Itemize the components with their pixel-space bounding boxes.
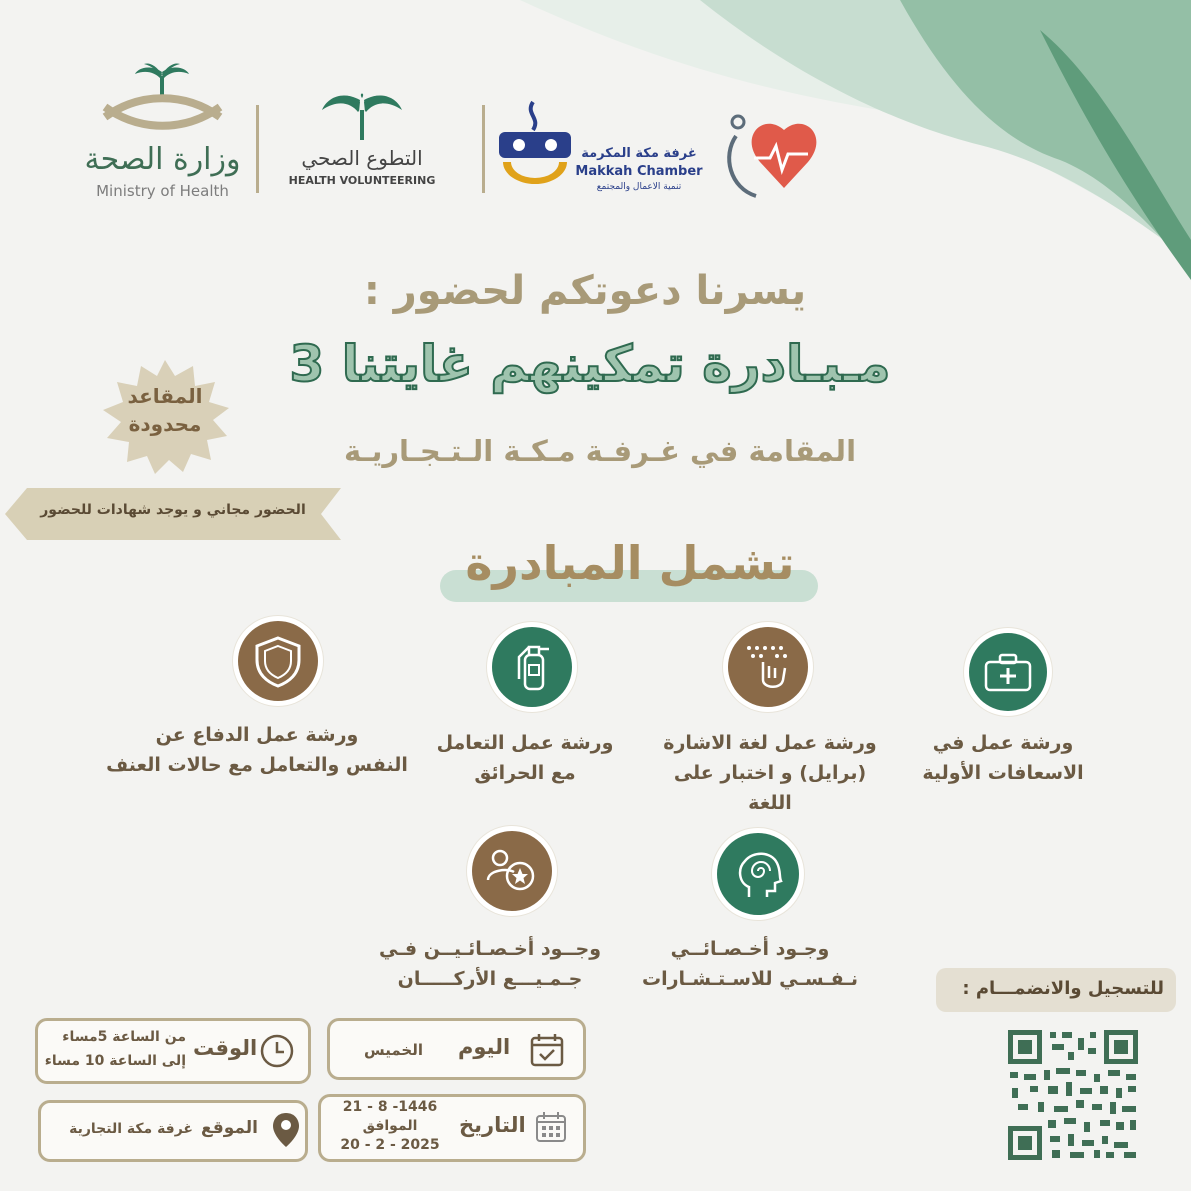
workshop-fire-handling <box>420 728 630 788</box>
first-aid-kit-icon <box>969 633 1047 711</box>
fire-extinguisher-icon <box>492 627 572 707</box>
location-box <box>38 1100 308 1162</box>
workshop-line: اللغة <box>748 792 792 814</box>
specialist-line: جـمـيـــع الأركـــــان <box>397 968 583 990</box>
moh-logo <box>80 62 245 212</box>
location-value: غرفة مكة التجارية <box>69 1121 193 1137</box>
time-label: الوقت <box>193 1036 258 1060</box>
heart-pulse-icon <box>712 96 822 206</box>
time-start: من الساعة 5مساء <box>62 1029 186 1045</box>
makkah-chamber-logo <box>495 100 705 200</box>
free-attendance-text: الحضور مجاني و يوجد شهادات للحضور <box>40 502 306 518</box>
logo-divider <box>482 105 485 193</box>
day-label: اليوم <box>458 1035 511 1059</box>
section-title: تشمل المبادرة <box>465 536 795 590</box>
logo-divider <box>256 105 259 193</box>
workshop-line: ورشة عمل التعامل <box>436 732 614 754</box>
health-volunteering-logo <box>282 92 442 192</box>
register-label: للتسجيل والانضمـــام : <box>962 978 1164 999</box>
free-attendance-ribbon <box>5 488 341 540</box>
workshop-line: مع الحرائق <box>474 762 576 784</box>
specialist-badge-icon <box>472 831 552 911</box>
chamber-tagline: تنمية الاعمال والمجتمع <box>596 182 682 192</box>
date-hijri: 21 - 8 -1446 <box>342 1099 438 1115</box>
invite-text: يسرنا دعوتكم لحضور : <box>363 268 807 314</box>
initiative-title: مـبـادرة تمكينهم غايتنا 3 <box>289 335 891 393</box>
workshop-line: النفس والتعامل مع حالات العنف <box>106 754 408 776</box>
palm-icon <box>282 92 442 144</box>
braille-hand-icon <box>728 627 808 707</box>
specialist-all-corners <box>340 934 640 994</box>
location-label: الموقع <box>201 1118 259 1138</box>
specialist-line: وجــود أخـصـائـيــن فـي <box>378 938 602 960</box>
specialist-psychologist <box>620 934 880 994</box>
limited-seats-badge <box>95 356 235 476</box>
workshop-self-defense <box>84 720 430 780</box>
clock-icon <box>260 1034 294 1068</box>
chamber-english: Makkah Chamber <box>575 164 703 179</box>
location-pin-icon <box>271 1111 301 1149</box>
shield-icon <box>238 621 318 701</box>
workshop-line: (برايل) و اختبار على <box>673 762 867 784</box>
registration-qr-code[interactable] <box>1008 1030 1138 1160</box>
specialist-line: نـفـسـي للاسـتـشـارات <box>642 968 858 990</box>
day-value: الخميس <box>364 1041 423 1059</box>
workshop-first-aid <box>898 728 1108 788</box>
limited-line2: محدودة <box>128 412 202 436</box>
calendar-icon <box>535 1111 567 1143</box>
volunteering-arabic: التطوع الصحي <box>301 146 423 170</box>
moh-arabic: وزارة الصحة <box>84 142 241 177</box>
date-gregorian: 20 - 2 - 2025 <box>340 1137 440 1153</box>
chamber-arabic: غرفة مكة المكرمة <box>581 146 697 161</box>
workshop-sign-language <box>640 728 900 818</box>
palm-swords-icon <box>80 62 245 142</box>
workshop-line: ورشة عمل لغة الاشارة <box>663 732 877 754</box>
date-separator: الموافق <box>362 1118 418 1134</box>
time-end: إلى الساعة 10 مساء <box>44 1053 186 1069</box>
workshop-line: ورشة عمل الدفاع عن <box>155 724 359 746</box>
workshop-line: ورشة عمل في <box>932 732 1074 754</box>
venue-text: المقامة في غـرفـة مـكـة الـتـجـاريـة <box>343 434 857 468</box>
volunteering-english: HEALTH VOLUNTEERING <box>288 174 436 187</box>
date-label: التاريخ <box>459 1113 526 1137</box>
date-box <box>318 1094 586 1162</box>
chamber-emblem-icon <box>495 100 575 190</box>
calendar-check-icon <box>530 1033 564 1067</box>
workshop-line: الاسعافات الأولية <box>922 762 1084 784</box>
time-box <box>35 1018 311 1084</box>
moh-english: Ministry of Health <box>96 182 229 200</box>
specialist-line: وجـود أخـصـائــي <box>670 938 830 960</box>
day-box <box>327 1018 586 1080</box>
psychology-head-icon <box>717 833 799 915</box>
limited-line1: المقاعد <box>127 384 203 408</box>
